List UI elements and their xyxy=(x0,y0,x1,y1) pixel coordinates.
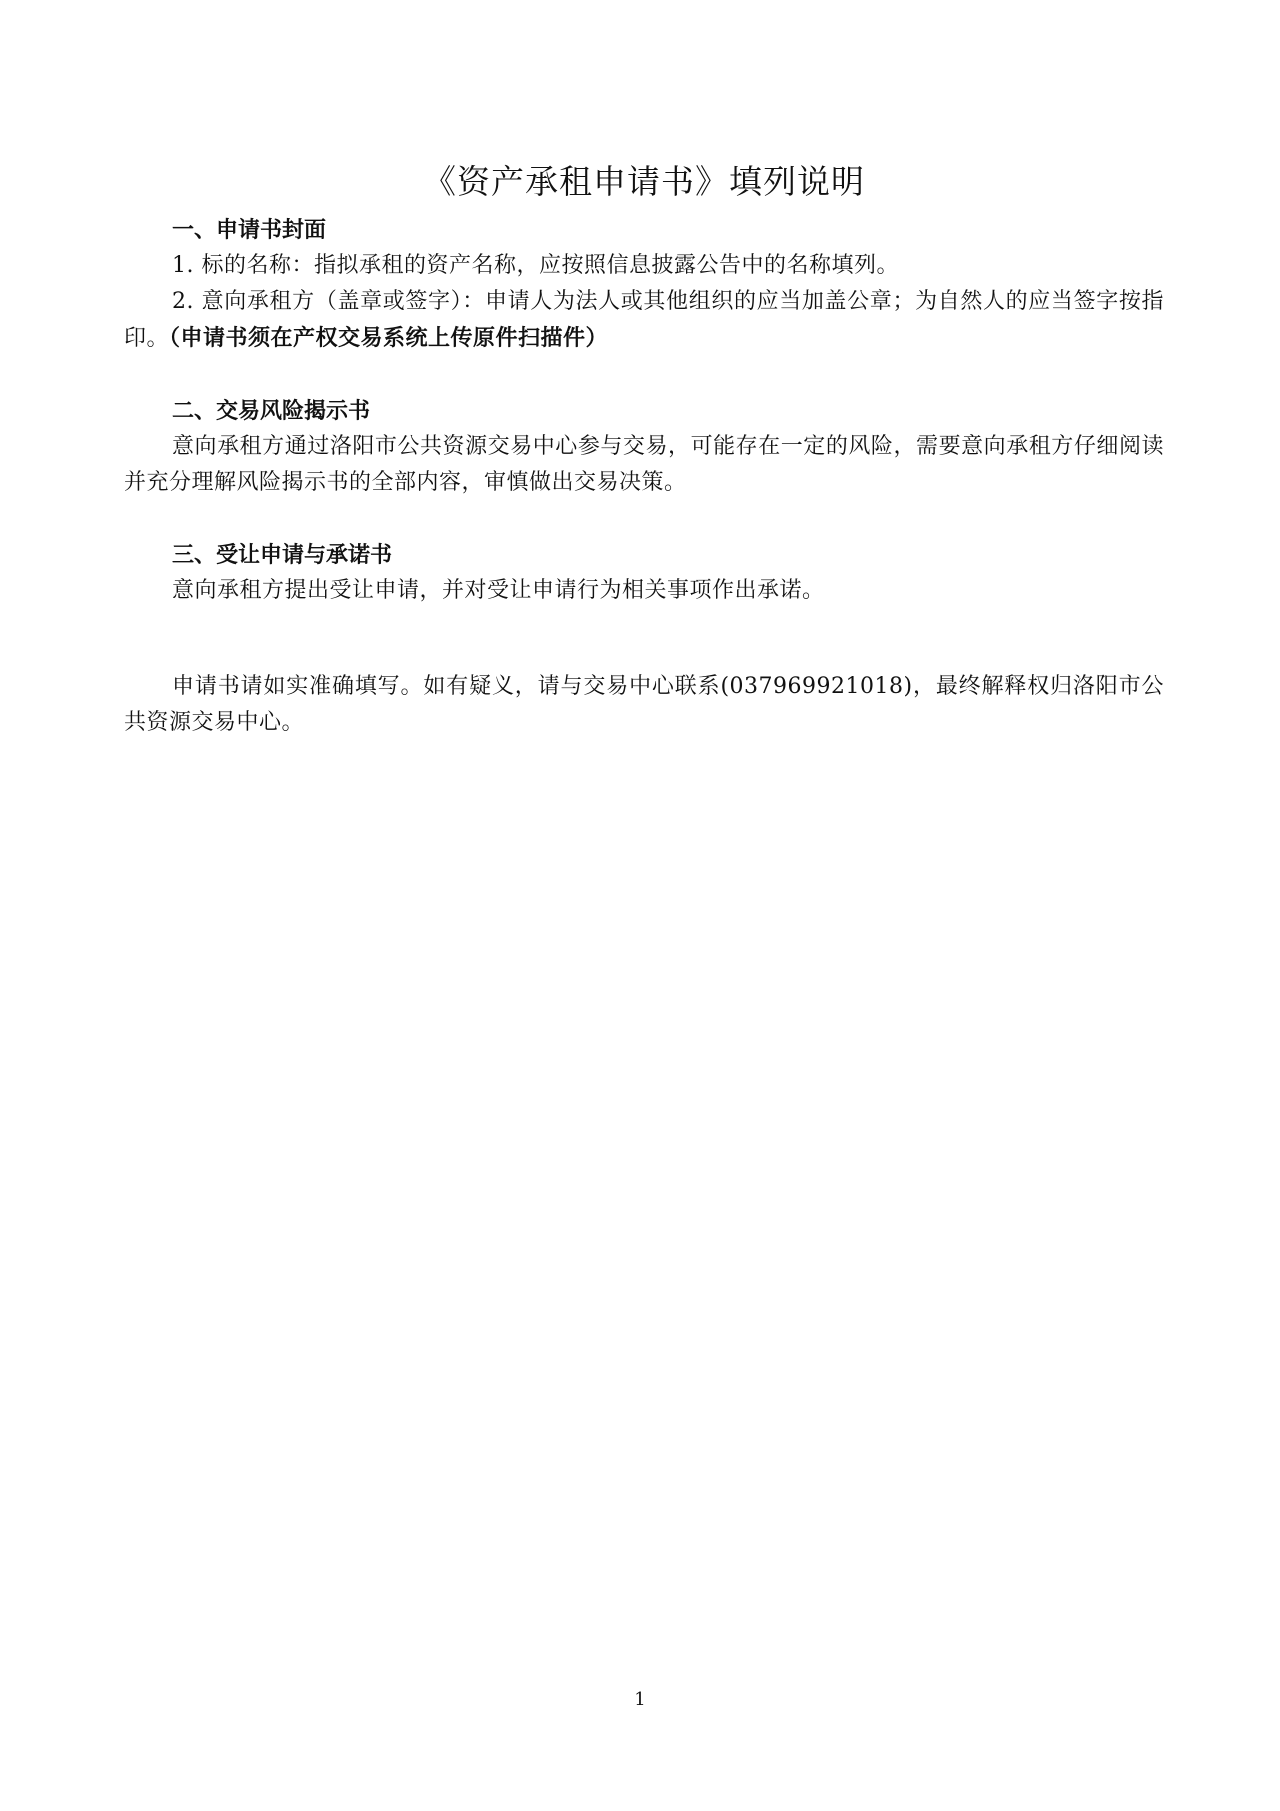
cover-item-1: 1. 标的名称：指拟承租的资产名称，应按照信息披露公告中的名称填列。 xyxy=(172,253,899,278)
document-title: 《资产承租申请书》填列说明 xyxy=(423,162,865,201)
spacer xyxy=(124,357,1164,393)
section-heading: 二、交易风险揭示书 xyxy=(172,398,371,424)
document-content xyxy=(124,160,1164,741)
section-risk-disclosure xyxy=(124,393,1164,501)
cover-emphasis-note: （申请书须在产权交易系统上传原件扫描件） xyxy=(169,325,609,351)
section-application-commitment xyxy=(124,537,1164,609)
spacer xyxy=(124,501,1164,537)
closing-note: 申请书请如实准确填写。如有疑义，请与交易中心联系(037969921018)，最终解释权归洛阳市公共资源交易中心。 xyxy=(124,674,1164,735)
section-heading: 一、申请书封面 xyxy=(172,217,327,243)
page-number: 1 xyxy=(634,1689,646,1710)
spacer xyxy=(124,609,1164,669)
cover-item-2 xyxy=(124,284,1164,357)
section-cover xyxy=(124,212,1164,357)
cover-item-2-text: 2. 意向承租方（盖章或签字）：申请人为法人或其他组织的应当加盖公章；为自然人的应当签字按指印。 xyxy=(124,289,1164,351)
section-heading: 三、受让申请与承诺书 xyxy=(172,542,393,568)
application-commitment-body: 意向承租方提出受让申请，并对受让申请行为相关事项作出承诺。 xyxy=(172,578,825,603)
risk-disclosure-body: 意向承租方通过洛阳市公共资源交易中心参与交易，可能存在一定的风险，需要意向承租方仔细阅读并充分理解风险揭示书的全部内容，审慎做出交易决策。 xyxy=(124,434,1164,495)
